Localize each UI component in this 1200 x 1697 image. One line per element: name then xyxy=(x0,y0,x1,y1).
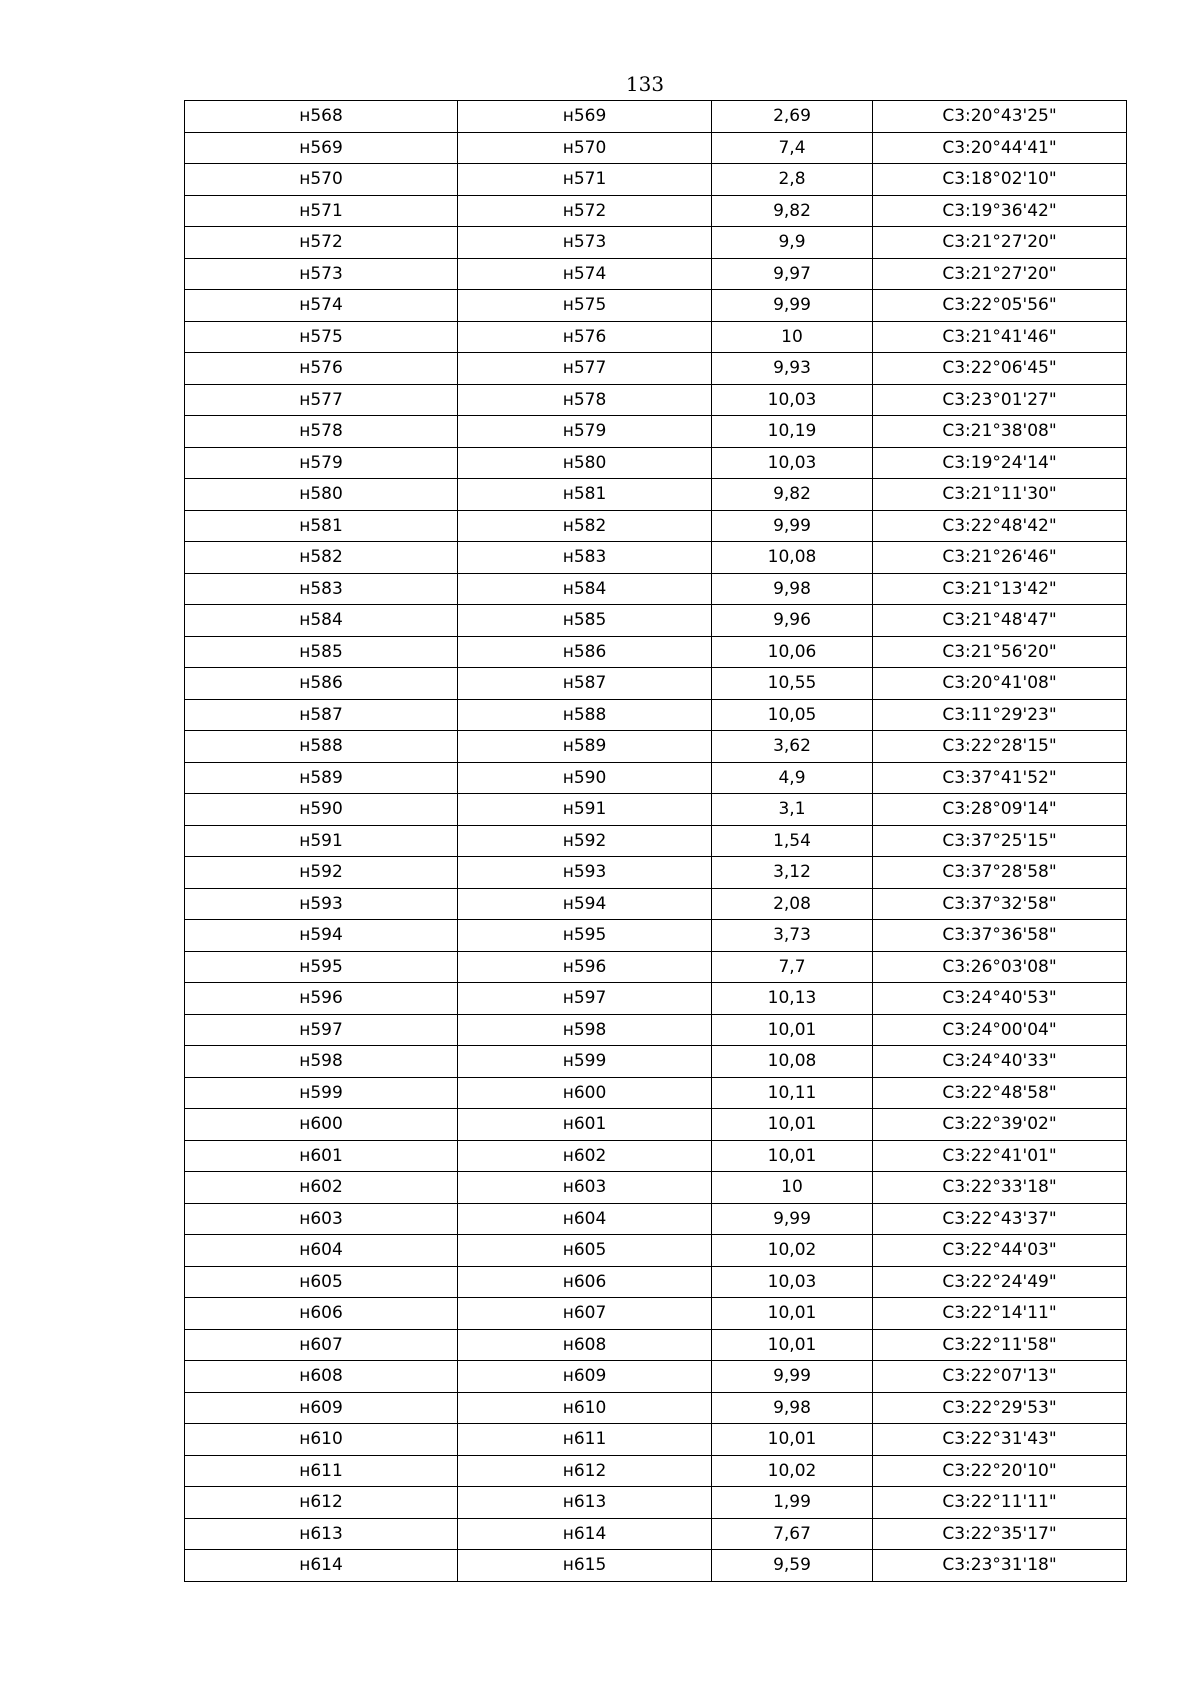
point-from-cell: н575 xyxy=(185,321,458,353)
point-to-cell: н584 xyxy=(458,573,712,605)
point-from-cell: н579 xyxy=(185,447,458,479)
point-to-cell: н588 xyxy=(458,699,712,731)
table-row xyxy=(185,384,1127,416)
point-from-cell: н598 xyxy=(185,1046,458,1078)
point-to-cell: н613 xyxy=(458,1487,712,1519)
point-from-cell: н592 xyxy=(185,857,458,889)
point-to-cell: н612 xyxy=(458,1455,712,1487)
point-to-cell: н602 xyxy=(458,1140,712,1172)
point-to-cell: н598 xyxy=(458,1014,712,1046)
point-to-cell: н607 xyxy=(458,1298,712,1330)
length-cell: 10,06 xyxy=(712,636,873,668)
length-cell: 9,93 xyxy=(712,353,873,385)
point-to-cell: н608 xyxy=(458,1329,712,1361)
length-cell: 9,99 xyxy=(712,510,873,542)
bearing-cell: С3:22°48'42" xyxy=(873,510,1127,542)
point-to-cell: н605 xyxy=(458,1235,712,1267)
point-from-cell: н595 xyxy=(185,951,458,983)
table-row xyxy=(185,321,1127,353)
table-row xyxy=(185,1518,1127,1550)
length-cell: 1,54 xyxy=(712,825,873,857)
point-from-cell: н576 xyxy=(185,353,458,385)
bearing-cell: С3:22°41'01" xyxy=(873,1140,1127,1172)
point-to-cell: н572 xyxy=(458,195,712,227)
length-cell: 10,02 xyxy=(712,1235,873,1267)
length-cell: 10,01 xyxy=(712,1014,873,1046)
bearing-cell: С3:21°56'20" xyxy=(873,636,1127,668)
length-cell: 9,96 xyxy=(712,605,873,637)
length-cell: 9,82 xyxy=(712,195,873,227)
point-to-cell: н600 xyxy=(458,1077,712,1109)
point-to-cell: н571 xyxy=(458,164,712,196)
bearing-cell: С3:37°36'58" xyxy=(873,920,1127,952)
point-from-cell: н604 xyxy=(185,1235,458,1267)
point-to-cell: н596 xyxy=(458,951,712,983)
point-from-cell: н577 xyxy=(185,384,458,416)
table-row xyxy=(185,1298,1127,1330)
table-row xyxy=(185,1455,1127,1487)
length-cell: 10,11 xyxy=(712,1077,873,1109)
point-from-cell: н571 xyxy=(185,195,458,227)
length-cell: 10,02 xyxy=(712,1455,873,1487)
point-to-cell: н576 xyxy=(458,321,712,353)
point-from-cell: н569 xyxy=(185,132,458,164)
table-row xyxy=(185,1203,1127,1235)
length-cell: 10,01 xyxy=(712,1109,873,1141)
table-row xyxy=(185,636,1127,668)
table-row xyxy=(185,101,1127,133)
table-row xyxy=(185,1550,1127,1582)
point-from-cell: н594 xyxy=(185,920,458,952)
table-row xyxy=(185,1077,1127,1109)
length-cell: 10 xyxy=(712,1172,873,1204)
length-cell: 9,99 xyxy=(712,290,873,322)
point-from-cell: н570 xyxy=(185,164,458,196)
length-cell: 10,01 xyxy=(712,1329,873,1361)
length-cell: 9,99 xyxy=(712,1203,873,1235)
point-from-cell: н603 xyxy=(185,1203,458,1235)
length-cell: 10,08 xyxy=(712,1046,873,1078)
point-to-cell: н587 xyxy=(458,668,712,700)
point-to-cell: н577 xyxy=(458,353,712,385)
point-to-cell: н609 xyxy=(458,1361,712,1393)
point-from-cell: н601 xyxy=(185,1140,458,1172)
point-to-cell: н606 xyxy=(458,1266,712,1298)
point-to-cell: н581 xyxy=(458,479,712,511)
table-row xyxy=(185,1424,1127,1456)
bearing-cell: С3:22°05'56" xyxy=(873,290,1127,322)
bearing-cell: С3:24°40'33" xyxy=(873,1046,1127,1078)
bearing-cell: С3:22°33'18" xyxy=(873,1172,1127,1204)
length-cell: 7,67 xyxy=(712,1518,873,1550)
length-cell: 10,03 xyxy=(712,447,873,479)
table-row xyxy=(185,1361,1127,1393)
bearing-cell: С3:22°11'58" xyxy=(873,1329,1127,1361)
table-row xyxy=(185,1487,1127,1519)
point-from-cell: н606 xyxy=(185,1298,458,1330)
length-cell: 10,01 xyxy=(712,1298,873,1330)
point-from-cell: н582 xyxy=(185,542,458,574)
point-to-cell: н582 xyxy=(458,510,712,542)
point-from-cell: н588 xyxy=(185,731,458,763)
length-cell: 9,99 xyxy=(712,1361,873,1393)
bearing-cell: С3:22°39'02" xyxy=(873,1109,1127,1141)
length-cell: 7,4 xyxy=(712,132,873,164)
bearing-cell: С3:20°44'41" xyxy=(873,132,1127,164)
length-cell: 10,01 xyxy=(712,1424,873,1456)
bearing-cell: С3:23°01'27" xyxy=(873,384,1127,416)
length-cell: 9,82 xyxy=(712,479,873,511)
point-from-cell: н612 xyxy=(185,1487,458,1519)
table-row xyxy=(185,668,1127,700)
bearing-cell: С3:22°48'58" xyxy=(873,1077,1127,1109)
point-to-cell: н611 xyxy=(458,1424,712,1456)
table-row xyxy=(185,1172,1127,1204)
table-row xyxy=(185,258,1127,290)
point-from-cell: н568 xyxy=(185,101,458,133)
point-to-cell: н604 xyxy=(458,1203,712,1235)
point-to-cell: н578 xyxy=(458,384,712,416)
table-row xyxy=(185,510,1127,542)
bearing-cell: С3:23°31'18" xyxy=(873,1550,1127,1582)
table-row xyxy=(185,920,1127,952)
bearing-cell: С3:22°11'11" xyxy=(873,1487,1127,1519)
bearing-cell: С3:19°24'14" xyxy=(873,447,1127,479)
length-cell: 3,1 xyxy=(712,794,873,826)
table-row xyxy=(185,1046,1127,1078)
length-cell: 7,7 xyxy=(712,951,873,983)
length-cell: 10 xyxy=(712,321,873,353)
bearing-cell: С3:19°36'42" xyxy=(873,195,1127,227)
bearing-cell: С3:18°02'10" xyxy=(873,164,1127,196)
table-row xyxy=(185,164,1127,196)
point-from-cell: н602 xyxy=(185,1172,458,1204)
bearing-cell: С3:24°40'53" xyxy=(873,983,1127,1015)
table-row xyxy=(185,983,1127,1015)
point-from-cell: н590 xyxy=(185,794,458,826)
point-to-cell: н591 xyxy=(458,794,712,826)
bearing-cell: С3:22°29'53" xyxy=(873,1392,1127,1424)
bearing-cell: С3:22°43'37" xyxy=(873,1203,1127,1235)
point-to-cell: н575 xyxy=(458,290,712,322)
bearing-cell: С3:22°07'13" xyxy=(873,1361,1127,1393)
point-to-cell: н574 xyxy=(458,258,712,290)
table-row xyxy=(185,227,1127,259)
length-cell: 10,08 xyxy=(712,542,873,574)
table-row xyxy=(185,605,1127,637)
length-cell: 10,13 xyxy=(712,983,873,1015)
bearing-cell: С3:22°24'49" xyxy=(873,1266,1127,1298)
point-from-cell: н607 xyxy=(185,1329,458,1361)
length-cell: 9,98 xyxy=(712,1392,873,1424)
bearing-cell: С3:24°00'04" xyxy=(873,1014,1127,1046)
table-row xyxy=(185,1329,1127,1361)
length-cell: 3,62 xyxy=(712,731,873,763)
coordinates-table xyxy=(184,100,1127,1582)
point-from-cell: н581 xyxy=(185,510,458,542)
table-row xyxy=(185,825,1127,857)
bearing-cell: С3:21°27'20" xyxy=(873,227,1127,259)
table-row xyxy=(185,1392,1127,1424)
point-from-cell: н578 xyxy=(185,416,458,448)
length-cell: 3,12 xyxy=(712,857,873,889)
bearing-cell: С3:37°28'58" xyxy=(873,857,1127,889)
length-cell: 10,03 xyxy=(712,1266,873,1298)
point-from-cell: н605 xyxy=(185,1266,458,1298)
bearing-cell: С3:22°28'15" xyxy=(873,731,1127,763)
point-from-cell: н574 xyxy=(185,290,458,322)
point-to-cell: н610 xyxy=(458,1392,712,1424)
point-from-cell: н573 xyxy=(185,258,458,290)
length-cell: 10,01 xyxy=(712,1140,873,1172)
table-row xyxy=(185,542,1127,574)
point-from-cell: н591 xyxy=(185,825,458,857)
point-to-cell: н580 xyxy=(458,447,712,479)
table-row xyxy=(185,731,1127,763)
bearing-cell: С3:37°25'15" xyxy=(873,825,1127,857)
page-number: 133 xyxy=(625,72,665,96)
length-cell: 1,99 xyxy=(712,1487,873,1519)
bearing-cell: С3:22°14'11" xyxy=(873,1298,1127,1330)
length-cell: 2,08 xyxy=(712,888,873,920)
point-to-cell: н593 xyxy=(458,857,712,889)
point-from-cell: н600 xyxy=(185,1109,458,1141)
point-from-cell: н614 xyxy=(185,1550,458,1582)
length-cell: 10,05 xyxy=(712,699,873,731)
point-to-cell: н573 xyxy=(458,227,712,259)
point-to-cell: н597 xyxy=(458,983,712,1015)
point-to-cell: н586 xyxy=(458,636,712,668)
table-row xyxy=(185,1235,1127,1267)
point-to-cell: н601 xyxy=(458,1109,712,1141)
point-to-cell: н614 xyxy=(458,1518,712,1550)
point-to-cell: н570 xyxy=(458,132,712,164)
length-cell: 3,73 xyxy=(712,920,873,952)
length-cell: 2,69 xyxy=(712,101,873,133)
table-row xyxy=(185,479,1127,511)
table-row xyxy=(185,573,1127,605)
point-from-cell: н609 xyxy=(185,1392,458,1424)
bearing-cell: С3:37°41'52" xyxy=(873,762,1127,794)
length-cell: 10,55 xyxy=(712,668,873,700)
bearing-cell: С3:21°38'08" xyxy=(873,416,1127,448)
bearing-cell: С3:20°43'25" xyxy=(873,101,1127,133)
point-from-cell: н572 xyxy=(185,227,458,259)
point-to-cell: н585 xyxy=(458,605,712,637)
table-row xyxy=(185,132,1127,164)
length-cell: 4,9 xyxy=(712,762,873,794)
point-from-cell: н589 xyxy=(185,762,458,794)
table-row xyxy=(185,794,1127,826)
point-to-cell: н615 xyxy=(458,1550,712,1582)
length-cell: 2,8 xyxy=(712,164,873,196)
point-to-cell: н589 xyxy=(458,731,712,763)
bearing-cell: С3:28°09'14" xyxy=(873,794,1127,826)
table-row xyxy=(185,447,1127,479)
point-from-cell: н583 xyxy=(185,573,458,605)
point-to-cell: н569 xyxy=(458,101,712,133)
bearing-cell: С3:22°20'10" xyxy=(873,1455,1127,1487)
bearing-cell: С3:21°48'47" xyxy=(873,605,1127,637)
table-row xyxy=(185,951,1127,983)
table-row xyxy=(185,290,1127,322)
point-to-cell: н583 xyxy=(458,542,712,574)
point-to-cell: н590 xyxy=(458,762,712,794)
point-to-cell: н594 xyxy=(458,888,712,920)
point-from-cell: н596 xyxy=(185,983,458,1015)
bearing-cell: С3:21°26'46" xyxy=(873,542,1127,574)
point-from-cell: н608 xyxy=(185,1361,458,1393)
point-to-cell: н595 xyxy=(458,920,712,952)
point-from-cell: н585 xyxy=(185,636,458,668)
length-cell: 9,98 xyxy=(712,573,873,605)
table-row xyxy=(185,888,1127,920)
table-row xyxy=(185,699,1127,731)
length-cell: 9,97 xyxy=(712,258,873,290)
length-cell: 9,9 xyxy=(712,227,873,259)
bearing-cell: С3:22°44'03" xyxy=(873,1235,1127,1267)
point-from-cell: н610 xyxy=(185,1424,458,1456)
point-from-cell: н611 xyxy=(185,1455,458,1487)
point-from-cell: н584 xyxy=(185,605,458,637)
length-cell: 10,19 xyxy=(712,416,873,448)
bearing-cell: С3:21°41'46" xyxy=(873,321,1127,353)
bearing-cell: С3:22°31'43" xyxy=(873,1424,1127,1456)
point-to-cell: н579 xyxy=(458,416,712,448)
bearing-cell: С3:20°41'08" xyxy=(873,668,1127,700)
bearing-cell: С3:11°29'23" xyxy=(873,699,1127,731)
table-row xyxy=(185,416,1127,448)
table-row xyxy=(185,857,1127,889)
table-row xyxy=(185,195,1127,227)
table-row xyxy=(185,762,1127,794)
bearing-cell: С3:37°32'58" xyxy=(873,888,1127,920)
bearing-cell: С3:21°13'42" xyxy=(873,573,1127,605)
table-row xyxy=(185,1266,1127,1298)
point-from-cell: н613 xyxy=(185,1518,458,1550)
point-to-cell: н592 xyxy=(458,825,712,857)
bearing-cell: С3:21°27'20" xyxy=(873,258,1127,290)
table-row xyxy=(185,1014,1127,1046)
point-to-cell: н603 xyxy=(458,1172,712,1204)
table-row xyxy=(185,353,1127,385)
point-from-cell: н580 xyxy=(185,479,458,511)
coordinates-table-body xyxy=(185,101,1127,1582)
bearing-cell: С3:26°03'08" xyxy=(873,951,1127,983)
point-from-cell: н586 xyxy=(185,668,458,700)
length-cell: 10,03 xyxy=(712,384,873,416)
table-row xyxy=(185,1140,1127,1172)
point-from-cell: н587 xyxy=(185,699,458,731)
bearing-cell: С3:21°11'30" xyxy=(873,479,1127,511)
bearing-cell: С3:22°35'17" xyxy=(873,1518,1127,1550)
point-from-cell: н597 xyxy=(185,1014,458,1046)
bearing-cell: С3:22°06'45" xyxy=(873,353,1127,385)
point-from-cell: н593 xyxy=(185,888,458,920)
length-cell: 9,59 xyxy=(712,1550,873,1582)
point-to-cell: н599 xyxy=(458,1046,712,1078)
table-row xyxy=(185,1109,1127,1141)
point-from-cell: н599 xyxy=(185,1077,458,1109)
